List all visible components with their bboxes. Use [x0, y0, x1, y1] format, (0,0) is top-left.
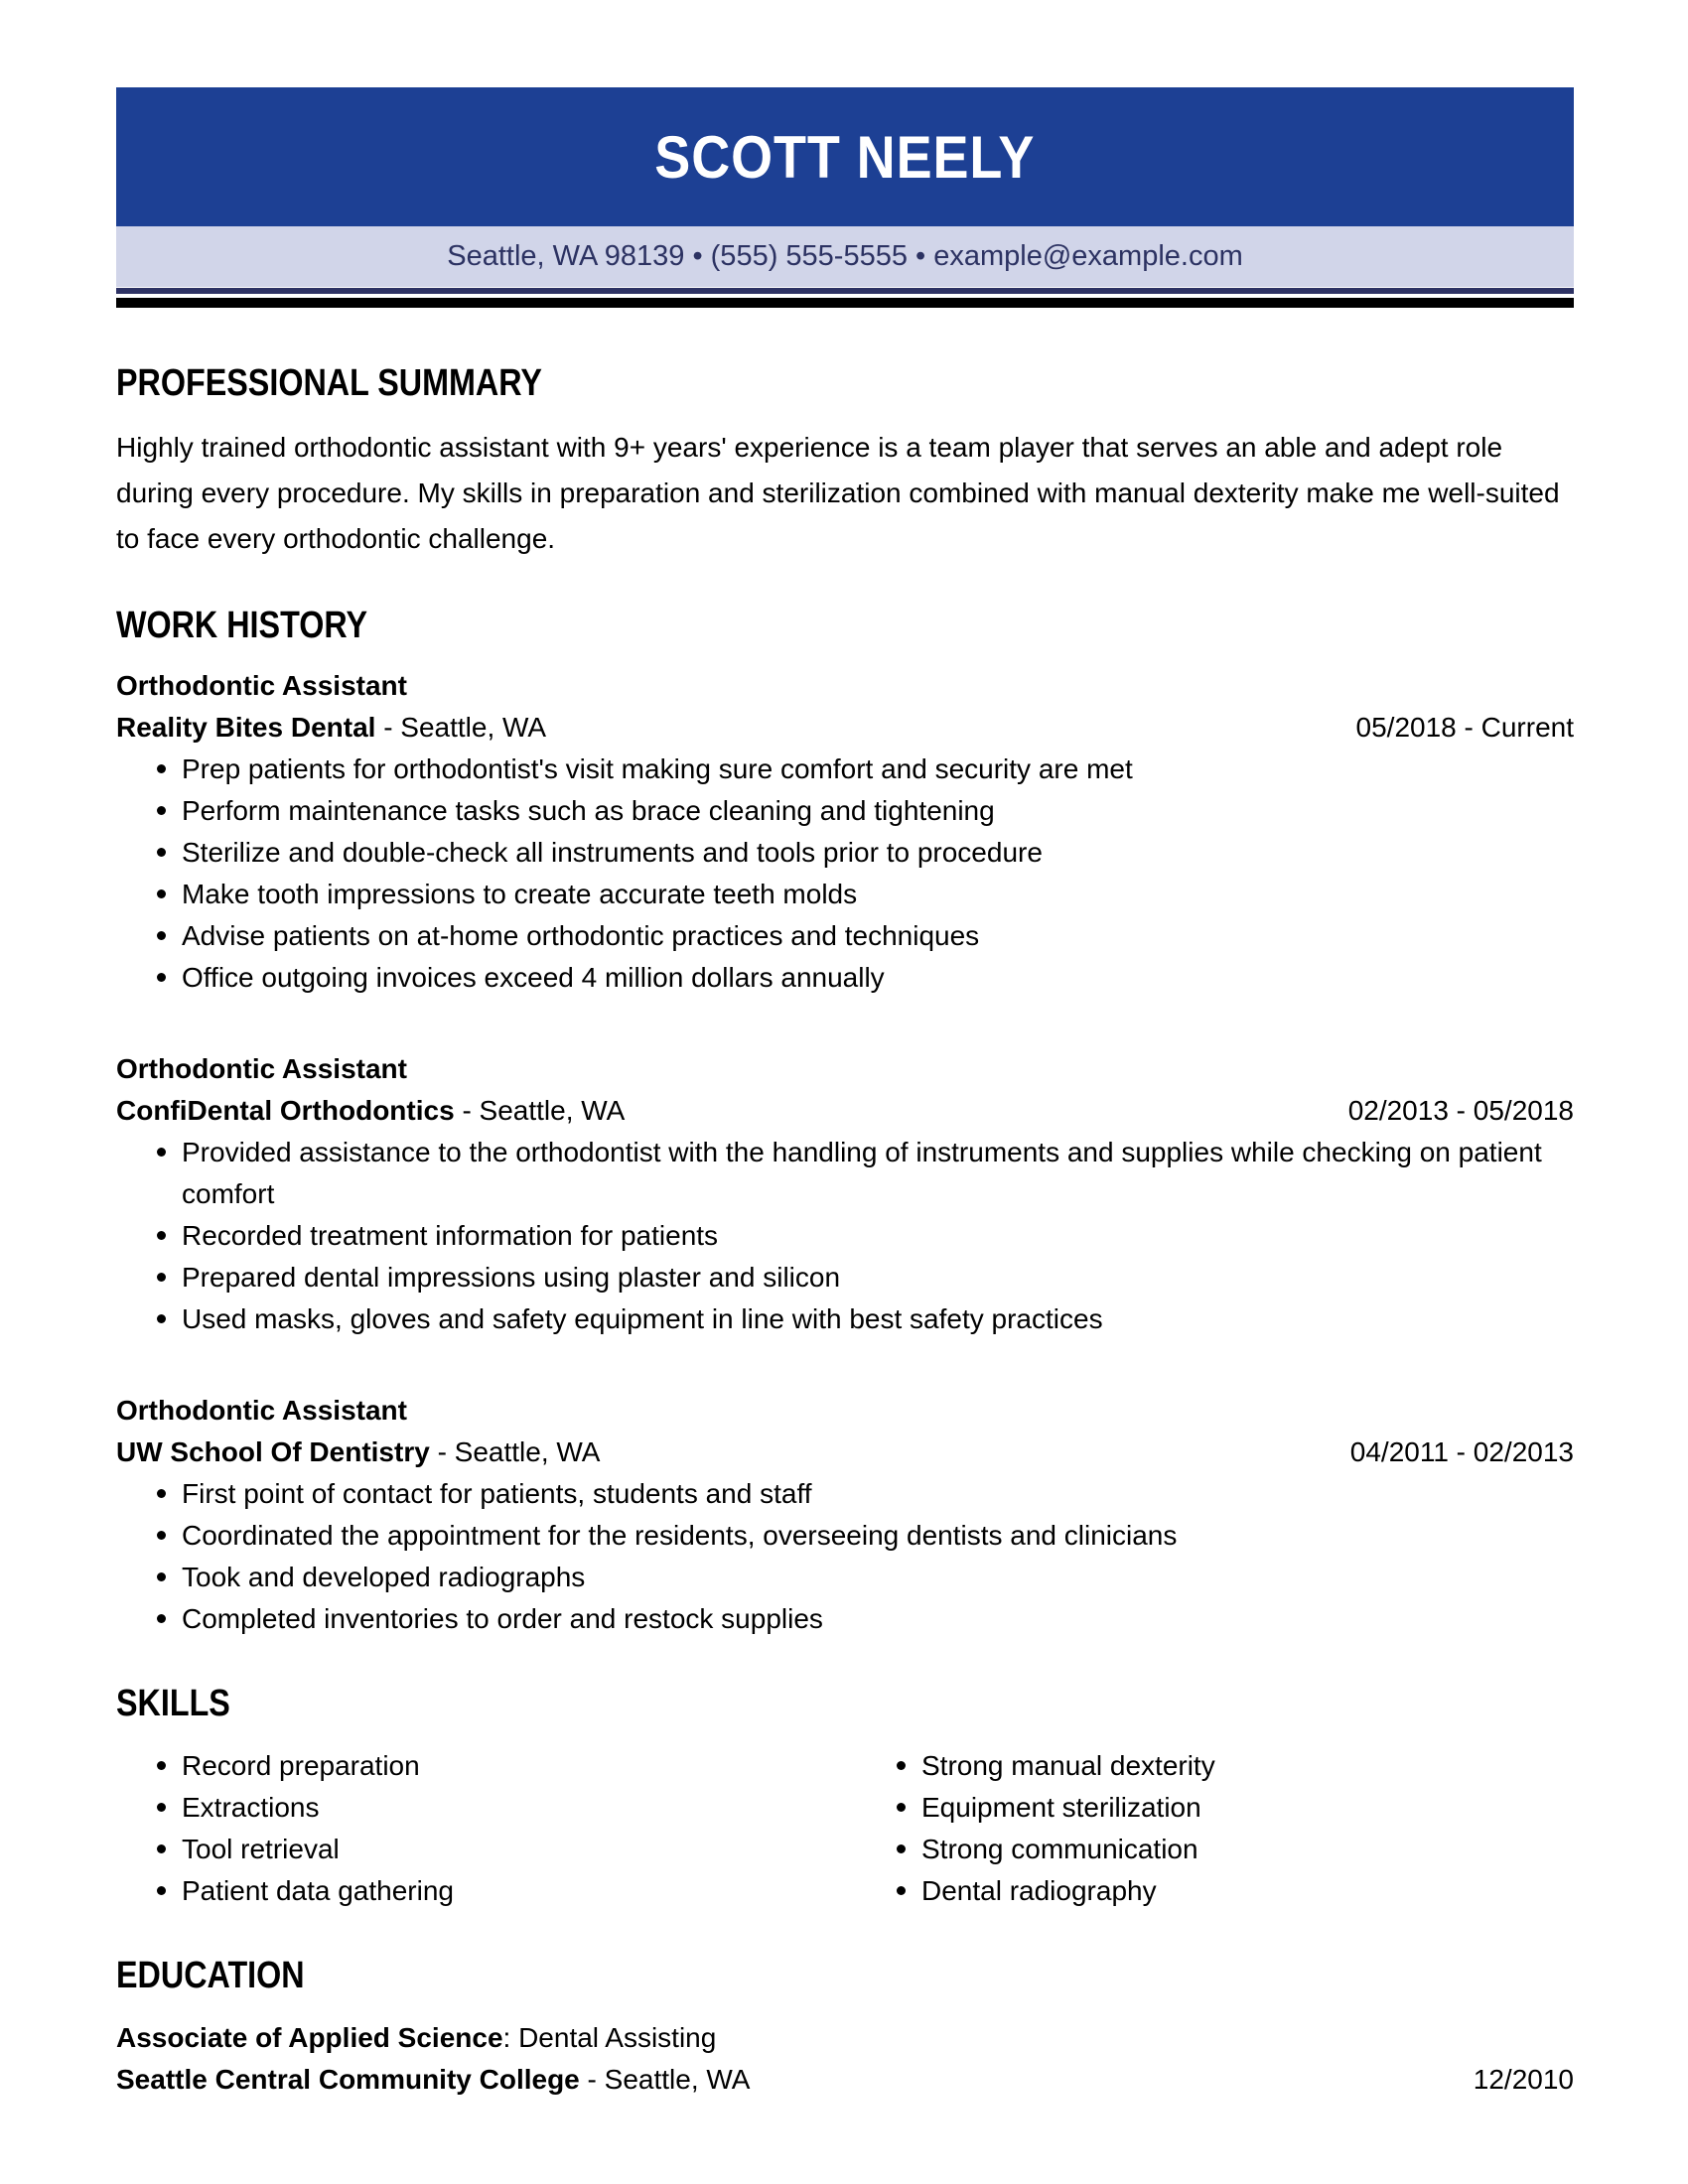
bullet-item: Used masks, gloves and safety equipment in line with best safety practices: [116, 1298, 1574, 1340]
bullet-item: Provided assistance to the orthodontist with the handling of instruments and supplies while checking on patient comfort: [116, 1132, 1574, 1215]
job-entry: [116, 665, 1574, 999]
job-bullet-list: [116, 1132, 1574, 1340]
job-company-location: [116, 1090, 625, 1132]
skill-item: Extractions: [116, 1787, 856, 1829]
job-company-location: [116, 707, 546, 749]
education-location: - Seattle, WA: [587, 2064, 751, 2095]
resume-header: [116, 87, 1574, 308]
section-heading-education: EDUCATION: [116, 1955, 305, 1996]
job-company-line: [116, 1090, 1574, 1132]
name-banner: [116, 87, 1574, 226]
black-divider: [116, 298, 1574, 308]
education-degree: Associate of Applied Science: [116, 2022, 503, 2053]
skill-item: Tool retrieval: [116, 1829, 856, 1870]
job-company-line: [116, 1432, 1574, 1473]
skill-item: Dental radiography: [856, 1870, 1574, 1912]
job-bullet-list: [116, 749, 1574, 999]
section-heading-work-history: WORK HISTORY: [116, 605, 368, 646]
skills-column-right: [856, 1745, 1574, 1912]
job-title: Orthodontic Assistant: [116, 1053, 407, 1084]
bullet-item: Sterilize and double-check all instruments and tools prior to procedure: [116, 832, 1574, 874]
candidate-name: SCOTT NEELY: [654, 123, 1036, 191]
job-company-location: [116, 1432, 600, 1473]
job-title: Orthodontic Assistant: [116, 1395, 407, 1426]
job-bullet-list: [116, 1473, 1574, 1640]
job-company: UW School Of Dentistry: [116, 1436, 430, 1467]
bullet-item: First point of contact for patients, students and staff: [116, 1473, 1574, 1515]
education-school-line: [116, 2059, 1574, 2101]
skill-item: Strong manual dexterity: [856, 1745, 1574, 1787]
job-dates: 04/2011 - 02/2013: [1349, 1436, 1574, 1467]
navy-divider: [116, 288, 1574, 294]
job-company-line: [116, 707, 1574, 749]
job-location: - Seattle, WA: [437, 1436, 601, 1467]
bullet-item: Prep patients for orthodontist's visit making sure comfort and security are met: [116, 749, 1574, 790]
skills-grid: [116, 1745, 1574, 1912]
bullet-item: Prepared dental impressions using plaster and silicon: [116, 1257, 1574, 1298]
job-location: - Seattle, WA: [462, 1095, 626, 1126]
skill-item: Record preparation: [116, 1745, 856, 1787]
education-date: 12/2010: [1473, 2064, 1574, 2095]
contact-info: Seattle, WA 98139 • (555) 555-5555 • example@example.com: [447, 240, 1243, 272]
skill-item: Patient data gathering: [116, 1870, 856, 1912]
education-school-location: [116, 2059, 750, 2101]
skills-column-left: [116, 1745, 856, 1912]
bullet-item: Make tooth impressions to create accurate teeth molds: [116, 874, 1574, 915]
job-dates: 05/2018 - Current: [1355, 712, 1574, 743]
job-entry: [116, 1390, 1574, 1640]
education-degree-detail: : Dental Assisting: [502, 2022, 717, 2053]
bullet-item: Perform maintenance tasks such as brace cleaning and tightening: [116, 790, 1574, 832]
bullet-item: Office outgoing invoices exceed 4 million dollars annually: [116, 957, 1574, 999]
job-dates: 02/2013 - 05/2018: [1347, 1095, 1574, 1126]
job-company: Reality Bites Dental: [116, 712, 376, 743]
contact-bar: [116, 226, 1574, 287]
summary-text: Highly trained orthodontic assistant with 9+ years' experience is a team player that serves an able and adept role during every procedure. My skills in preparation and sterilization combined with manual dexterity make me well-suited to face every orthodontic challenge.: [116, 432, 1560, 554]
resume-body: [116, 363, 1574, 2101]
skill-item: Equipment sterilization: [856, 1787, 1574, 1829]
bullet-item: Advise patients on at-home orthodontic practices and techniques: [116, 915, 1574, 957]
bullet-item: Recorded treatment information for patients: [116, 1215, 1574, 1257]
job-location: - Seattle, WA: [383, 712, 547, 743]
skill-item: Strong communication: [856, 1829, 1574, 1870]
bullet-item: Coordinated the appointment for the residents, overseeing dentists and clinicians: [116, 1515, 1574, 1557]
bullet-item: Took and developed radiographs: [116, 1557, 1574, 1598]
section-heading-skills: SKILLS: [116, 1683, 230, 1724]
bullet-item: Completed inventories to order and restock supplies: [116, 1598, 1574, 1640]
education-degree-line: [116, 2017, 1574, 2059]
section-heading-summary: PROFESSIONAL SUMMARY: [116, 362, 542, 404]
job-title: Orthodontic Assistant: [116, 670, 407, 701]
job-company: ConfiDental Orthodontics: [116, 1095, 455, 1126]
education-school: Seattle Central Community College: [116, 2064, 580, 2095]
job-entry: [116, 1048, 1574, 1340]
